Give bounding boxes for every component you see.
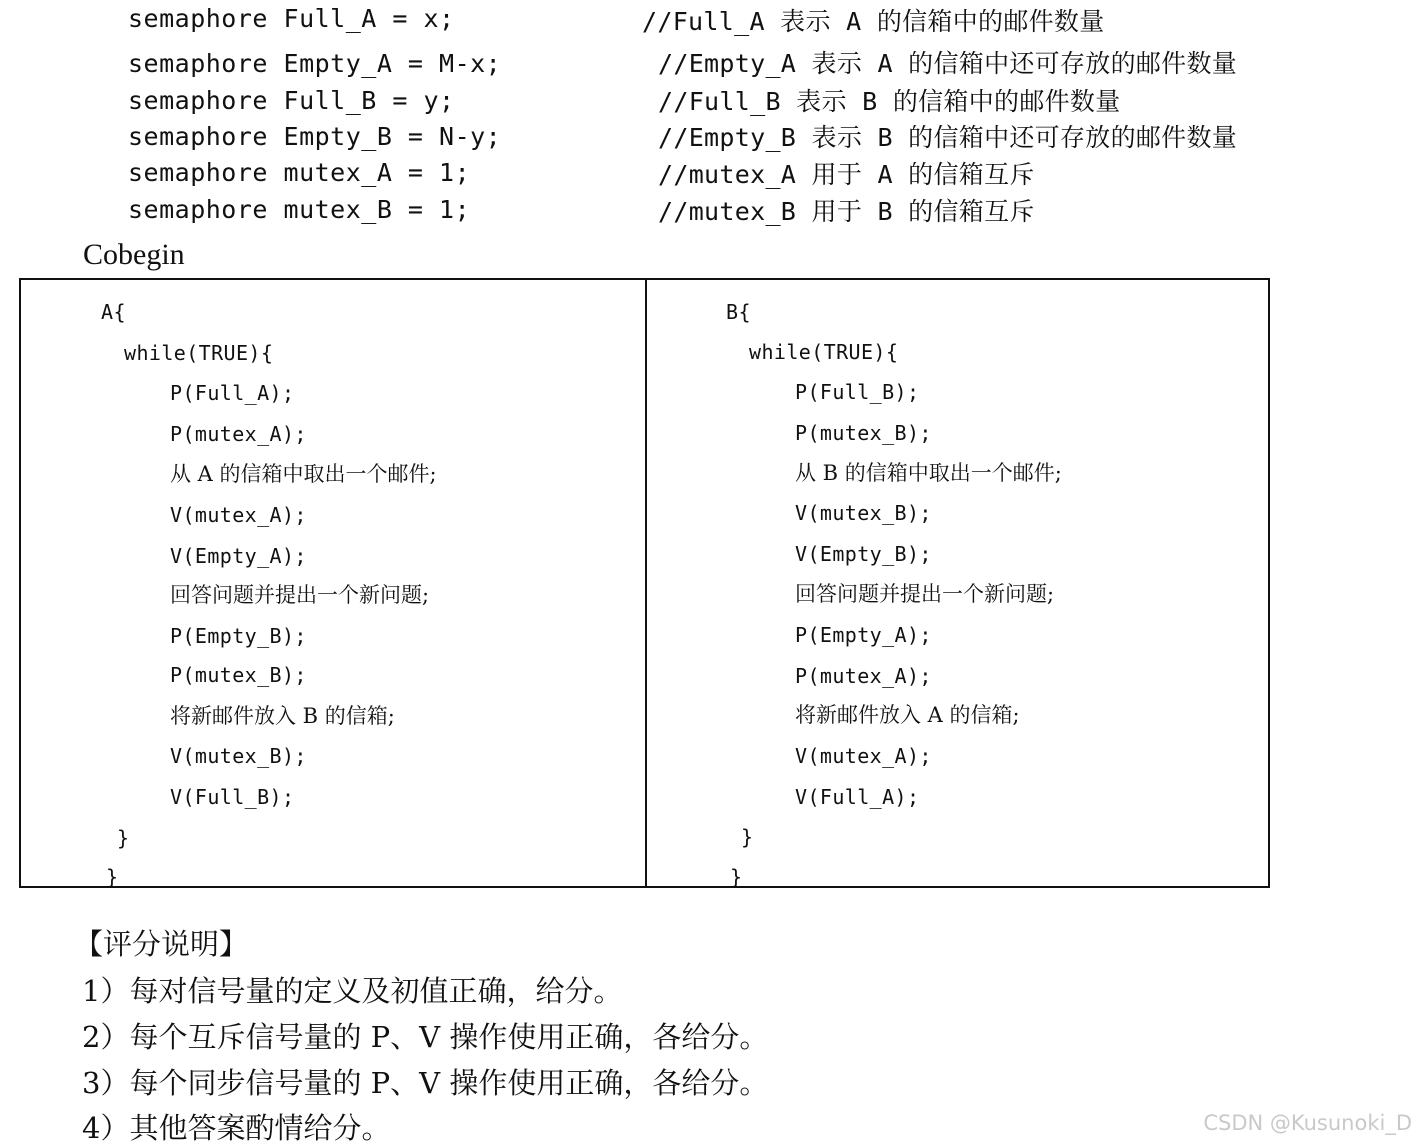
code-line: V(mutex_B); — [795, 501, 932, 525]
scoring-item: 1）每对信号量的定义及初值正确，给分。 — [82, 974, 623, 1008]
code-line: 回答问题并提出一个新问题; — [795, 582, 1055, 606]
code-line: P(Empty_A); — [795, 623, 932, 647]
decl-code: semaphore Full_B = y; — [128, 86, 455, 115]
decl-comment-text: //Full_A 表示 A 的信箱中的邮件数量 — [642, 7, 1105, 36]
code-line: V(mutex_A); — [170, 503, 307, 527]
decl-comment — [658, 44, 1237, 80]
watermark: CSDN @Kusunoki_D — [1203, 1111, 1412, 1135]
decl-comment — [658, 155, 1035, 191]
code-line: } — [106, 865, 119, 889]
decl-comment-text: //mutex_A 用于 A 的信箱互斥 — [658, 160, 1035, 189]
code-line: } — [741, 825, 754, 849]
code-line: 从 B 的信箱中取出一个邮件; — [795, 461, 1062, 485]
code-line: V(Full_A); — [795, 785, 920, 809]
decl-comment-text: //Empty_B 表示 B 的信箱中还可存放的邮件数量 — [658, 123, 1238, 152]
decl-comment-text: //mutex_B 用于 B 的信箱互斥 — [658, 197, 1035, 226]
decl-code: semaphore Empty_A = M-x; — [128, 49, 502, 78]
code-line: A{ — [101, 300, 126, 324]
scoring-item: 4）其他答案酌情给分。 — [82, 1111, 391, 1145]
code-line: 从 A 的信箱中取出一个邮件; — [170, 462, 437, 486]
scoring-heading: 【评分说明】 — [74, 927, 249, 961]
decl-comment — [658, 118, 1237, 154]
decl-code: semaphore mutex_B = 1; — [128, 195, 471, 224]
code-line: while(TRUE){ — [749, 340, 899, 364]
code-line: P(mutex_B); — [170, 663, 307, 687]
code-line: 将新邮件放入 B 的信箱; — [170, 704, 395, 728]
code-line: V(mutex_B); — [170, 744, 307, 768]
code-line: B{ — [726, 300, 751, 324]
code-line: V(mutex_A); — [795, 744, 932, 768]
decl-comment — [658, 82, 1121, 118]
code-line: P(mutex_B); — [795, 421, 932, 445]
code-line: V(Full_B); — [170, 785, 295, 809]
code-line: P(Full_A); — [170, 381, 295, 405]
decl-comment — [642, 2, 1105, 38]
scoring-item: 3）每个同步信号量的 P、V 操作使用正确，各给分。 — [82, 1066, 769, 1100]
decl-comment — [658, 192, 1035, 228]
code-line: 将新邮件放入 A 的信箱; — [795, 703, 1020, 727]
code-line: P(mutex_A); — [170, 422, 307, 446]
code-line: } — [730, 865, 743, 889]
code-line: while(TRUE){ — [124, 341, 274, 365]
decl-code: semaphore Empty_B = N-y; — [128, 122, 502, 151]
code-line: V(Empty_A); — [170, 544, 307, 568]
code-line: P(mutex_A); — [795, 664, 932, 688]
code-line: P(Empty_B); — [170, 624, 307, 648]
code-line: } — [117, 826, 130, 850]
code-line: 回答问题并提出一个新问题; — [170, 583, 430, 607]
decl-code: semaphore mutex_A = 1; — [128, 158, 471, 187]
scoring-item: 2）每个互斥信号量的 P、V 操作使用正确，各给分。 — [82, 1020, 769, 1054]
code-line: P(Full_B); — [795, 380, 920, 404]
decl-code: semaphore Full_A = x; — [128, 4, 455, 33]
code-line: V(Empty_B); — [795, 542, 932, 566]
decl-comment-text: //Empty_A 表示 A 的信箱中还可存放的邮件数量 — [658, 49, 1238, 78]
cobegin-label: Cobegin — [83, 238, 185, 271]
decl-comment-text: //Full_B 表示 B 的信箱中的邮件数量 — [658, 87, 1121, 116]
